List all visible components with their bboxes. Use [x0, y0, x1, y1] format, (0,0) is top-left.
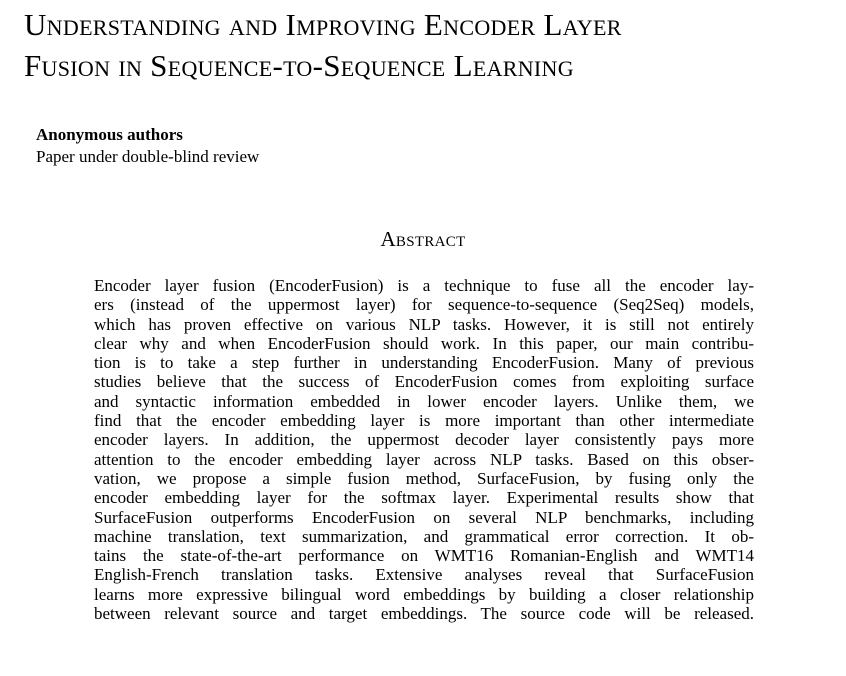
abstract-line: SurfaceFusion outperforms EncoderFusion on several NLP benchmarks, including: [94, 507, 754, 527]
abstract-line: machine translation, text summarization, and grammatical error correction. It ob-: [94, 526, 754, 546]
paper-title-line: Fusion in Sequence-to-Sequence Learning: [24, 48, 574, 83]
abstract-line: tion is to take a step further in understanding EncoderFusion. Many of previous: [94, 353, 754, 373]
abstract-line: ers (instead of the uppermost layer) for sequence-to-sequence (Seq2Seq) models,: [94, 295, 754, 315]
abstract-line: vation, we propose a simple fusion method, SurfaceFusion, by fusing only the: [94, 468, 754, 488]
abstract-heading: Abstract: [380, 227, 466, 251]
paper-title-line: Understanding and Improving Encoder Layer: [24, 7, 622, 42]
abstract-line: encoder embedding layer for the softmax layer. Experimental results show that: [94, 488, 754, 508]
abstract-line: clear why and when EncoderFusion should work. In this paper, our main contribu-: [94, 333, 754, 353]
abstract-line: which has proven effective on various NLP tasks. However, it is still not entirely: [94, 314, 754, 334]
abstract-line: find that the encoder embedding layer is more important than other intermediate: [94, 411, 754, 431]
author-affiliation: Paper under double-blind review: [36, 147, 260, 166]
abstract-body: [94, 276, 754, 623]
abstract-line: tains the state-of-the-art performance on WMT16 Romanian-English and WMT14: [94, 546, 754, 566]
abstract-line: English-French translation tasks. Extensive analyses reveal that SurfaceFusion: [94, 565, 754, 585]
abstract-line: encoder layers. In addition, the uppermost decoder layer consistently pays more: [94, 430, 754, 450]
abstract-line: attention to the encoder embedding layer across NLP tasks. Based on this obser-: [94, 449, 754, 469]
author-block: [36, 124, 259, 168]
paper-title: [24, 4, 839, 86]
abstract-line: between relevant source and target embeddings. The source code will be released.: [94, 604, 754, 624]
abstract-line: learns more expressive bilingual word embeddings by building a closer relationship: [94, 584, 754, 604]
author-names: Anonymous authors: [36, 125, 183, 144]
abstract-line: and syntactic information embedded in lower encoder layers. Unlike them, we: [94, 391, 754, 411]
abstract-line: studies believe that the success of EncoderFusion comes from exploiting surface: [94, 372, 754, 392]
abstract-line: Encoder layer fusion (EncoderFusion) is a technique to fuse all the encoder lay-: [94, 276, 754, 295]
